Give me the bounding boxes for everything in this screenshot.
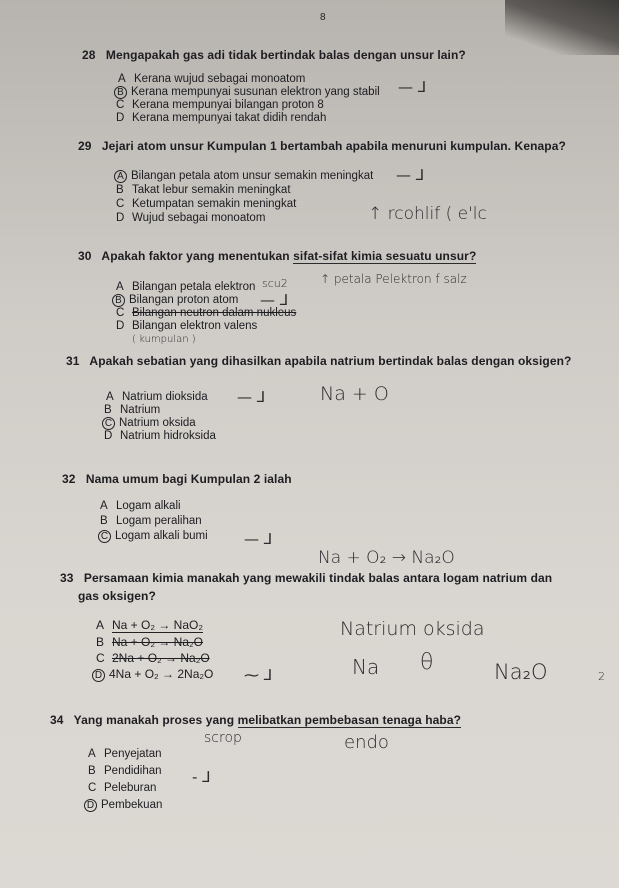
question-34 — [50, 713, 461, 727]
option-33-a: A Na + O₂ → NaO₂ — [96, 618, 204, 632]
question-number: 30 — [78, 249, 92, 263]
option-30-a: A Bilangan petala elektron — [116, 281, 256, 293]
question-text-underlined: sifat-sifat kimia sesuatu unsur? — [293, 249, 477, 263]
question-text: Nama umum bagi Kumpulan 2 ialah — [85, 472, 292, 486]
handwritten-note: endo — [344, 732, 389, 753]
handwritten-note: Na₂O — [494, 660, 548, 684]
question-number: 28 — [82, 48, 96, 62]
option-34-b: B Pendidihan — [88, 765, 162, 777]
question-33 — [60, 571, 552, 585]
handwritten-note: ↑ rcohlif ( e'lc — [368, 204, 487, 224]
option-31-b: B Natrium — [104, 404, 161, 416]
question-number: 29 — [78, 139, 92, 153]
option-28-b-selected: B Kerana mempunyai susunan elektron yang stabil — [114, 86, 380, 99]
handwritten-note: Natrium oksida — [340, 618, 485, 640]
page-edge-shadow — [505, 0, 619, 55]
page-number: 8 — [320, 12, 326, 23]
option-30-d: D Bilangan elektron valens — [116, 320, 258, 332]
handwritten-note: ↑ petala Pelektron f salz — [320, 272, 467, 286]
answer-mark: ⁓ ⅃ — [244, 666, 273, 684]
question-text: Persamaan kimia manakah yang mewakili tindak balas antara logam natrium dan — [83, 571, 553, 585]
answer-mark: — ⅃ — [237, 388, 266, 406]
option-30-c: C Bilangan neutron dalam nukleus — [116, 307, 297, 319]
question-text-underlined: melibatkan pembebasan tenaga haba? — [237, 713, 462, 727]
option-31-a: A Natrium dioksida — [106, 391, 208, 403]
option-31-d: D Natrium hidroksida — [104, 430, 216, 442]
option-33-d-selected: D 4Na + O₂ → 2Na₂O — [92, 667, 213, 682]
question-number: 33 — [60, 571, 74, 585]
question-32 — [62, 472, 292, 486]
answer-mark: — ⅃ — [244, 530, 273, 548]
question-text: Mengapakah gas adi tidak bertindak balas dengan unsur lain? — [105, 48, 466, 62]
question-29 — [78, 139, 566, 153]
answer-mark: — ⅃ — [260, 291, 289, 309]
question-30 — [78, 249, 476, 263]
question-28 — [82, 48, 466, 62]
option-31-c-selected: C Natrium oksida — [102, 417, 196, 430]
option-34-c: C Peleburan — [88, 782, 157, 794]
option-29-d: D Wujud sebagai monoatom — [116, 212, 266, 224]
answer-mark: — ⅃ — [398, 78, 427, 96]
option-28-d: D Kerana mempunyai takat didih rendah — [116, 112, 327, 124]
question-text: Apakah sebatian yang dihasilkan apabila natrium bertindak balas dengan oksigen? — [89, 354, 572, 368]
handwritten-note: Na — [352, 655, 380, 679]
option-28-a: A Kerana wujud sebagai monoatom — [118, 73, 306, 85]
question-number: 31 — [66, 354, 80, 368]
question-text: Jejari atom unsur Kumpulan 1 bertambah apabila menuruni kumpulan. Kenapa? — [101, 139, 566, 153]
option-32-a: A Logam alkali — [100, 500, 181, 512]
question-31 — [66, 354, 571, 368]
option-29-a-selected: A Bilangan petala atom unsur semakin meningkat — [114, 170, 373, 183]
option-33-b: B Na + O₂ → Na₂O — [96, 635, 204, 649]
option-34-a: A Penyejatan — [88, 748, 162, 760]
option-32-b: B Logam peralihan — [100, 515, 202, 527]
handwritten-note: 2 — [598, 670, 605, 683]
handwritten-note: scrop — [204, 730, 242, 746]
answer-mark: — ⅃ — [396, 166, 425, 184]
option-29-c: C Ketumpatan semakin meningkat — [116, 198, 297, 210]
handwritten-note: Na + O — [320, 383, 389, 405]
handwritten-note: scu2 — [262, 277, 288, 290]
option-33-c: C 2Na + O₂ → Na₂O — [96, 651, 210, 665]
handwritten-symbol: θ — [420, 650, 434, 675]
answer-mark: - ⅃ — [192, 768, 211, 786]
option-28-c: C Kerana mempunyai bilangan proton 8 — [116, 99, 324, 111]
option-29-b: B Takat lebur semakin meningkat — [116, 184, 291, 196]
question-text: Yang manakah proses yang — [73, 713, 238, 727]
option-30-b-selected: B Bilangan proton atom — [112, 294, 238, 307]
handwritten-note: ( kumpulan ) — [132, 334, 196, 345]
option-34-d-selected: D Pembekuan — [84, 799, 162, 812]
option-32-c-selected: C Logam alkali bumi — [98, 530, 208, 543]
question-33-line2: gas oksigen? — [78, 589, 156, 603]
question-text: Apakah faktor yang menentukan — [101, 249, 294, 263]
handwritten-equation: Na + O₂ → Na₂O — [318, 548, 455, 568]
question-number: 32 — [62, 472, 76, 486]
question-number: 34 — [50, 713, 64, 727]
